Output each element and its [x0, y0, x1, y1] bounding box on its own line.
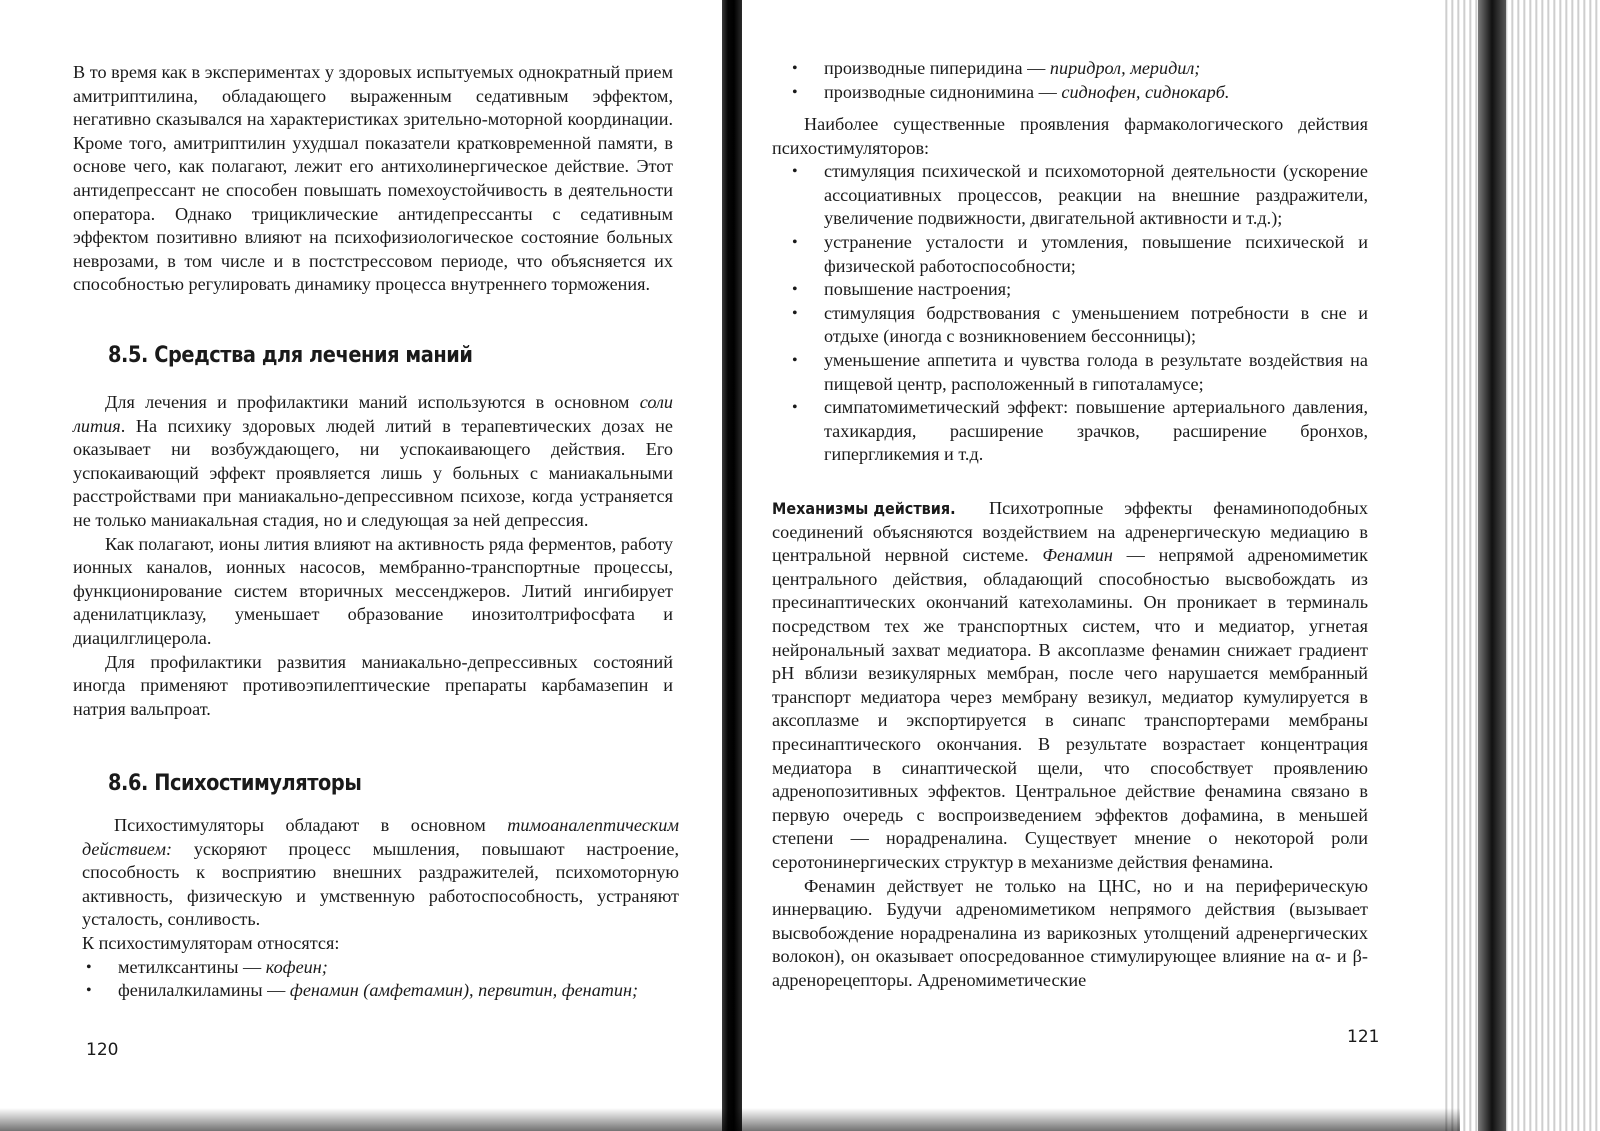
mechanisms-paragraph-2: Фенамин действует не только на ЦНС, но и на периферическую иннервацию. Будучи адреномиметиком непрямого действия (вызывает высвобождение норадреналина из варикозных утолщений адренергических волокон), он оказывает опосредованное стимулирующее влияние на α- и β-адренорецепторы. Адреномиметические: [772, 875, 1368, 990]
thymoanaleptic-term: тимоаналептическим действием:: [82, 815, 679, 859]
list-item: • стимуляция бодрствования с уменьшением потребности в сне и отдыхе (иногда с возникновением бессонницы);: [772, 302, 1368, 349]
sec86-list-intro: К психостимуляторам относятся:: [82, 932, 340, 953]
section-title-8-5: 8.5. Средства для лечения маний: [108, 343, 473, 368]
list-item: • уменьшение аппетита и чувства голода в результате воздействия на пищевой центр, расположенный в гипоталамусе;: [772, 349, 1368, 396]
mechanisms-block: [772, 497, 1368, 992]
stimulant-list-right: [772, 57, 1368, 104]
effects-block: [772, 113, 1368, 467]
mechanisms-paragraph-1: Механизмы действия. Психотропные эффекты фенаминоподобных соединений объясняются воздействием на адренергическую медиацию в центральной нервной системе. Фенамин — непрямой адреномиметик центрального действия, обладающий способностью высвобождать из пресинаптических окончаний катехоламины. Он проникает в терминаль посредством тех же транспортных систем, что и медиатор, угнетая нейрональный захват медиатора. В аксоплазме фенамин снижает градиент pH вблизи везикулярных мембран, после чего нарушается мембранный транспорт медиатора через мембрану везикул, медиатор кумулируется в аксоплазме и экспортируется в синапс транспортерами мембраны пресинаптического окончания. В результате возрастает концентрация медиатора в синаптической щели, что способствует проявлению адренопозитивных эффектов. Центральное действие фенамина связано в первую очередь с воспроизведением эффектов дофамина, в меньшей степени — норадреналина. Существует мнение о некоторой роли серотонинергических структур в механизме действия фенамина.: [772, 498, 1368, 872]
list-item: • производные сиднонимина — сиднофен, сиднокарб.: [772, 81, 1368, 105]
effects-intro: Наиболее существенные проявления фармакологического действия психостимуляторов:: [772, 114, 1368, 158]
sec85-paragraph-1: Для лечения и профилактики маний используются в основном соли лития. На психику здоровых людей литий в терапевтических дозах не оказывает ни возбуждающего, ни успокаивающего действия. Его успокаивающий эффект проявляется лишь у больных с маниакальными расстройствами при маниакально-депрессивном психозе, когда устраняется не только маниакальная стадия, но и следующая за ней депрессия.: [73, 392, 673, 530]
list-item: • симпатомиметический эффект: повышение артериального давления, тахикардия, расширение зрачков, расширение бронхов, гипергликемия и т.д.: [772, 396, 1368, 467]
left-page: [0, 0, 722, 1131]
page-number-right: 121: [1347, 1027, 1380, 1047]
effects-list: [772, 160, 1368, 467]
sec85-paragraph-3: Для профилактики развития маниакально-депрессивных состояний иногда применяют противоэпилептические препараты карбамазепин и натрия вальпроат.: [73, 651, 673, 719]
scan-bottom-shadow: [0, 1108, 1460, 1131]
intro-block: [73, 61, 673, 297]
sec85-paragraph-2: Как полагают, ионы лития влияют на активность ряда ферментов, работу ионных каналов, ионных насосов, мембранно-транспортные процессы, функционирование систем вторичных мессенджеров. Литий ингибирует аденилатциклазу, уменьшает образование инозитолтрифосфата и диацилглицерола.: [73, 533, 673, 648]
section-8-6-body: [82, 814, 679, 1003]
page-edges: [1442, 0, 1600, 1131]
list-item: • повышение настроения;: [772, 278, 1368, 302]
list-item: • метилксантины — кофеин;: [66, 956, 679, 980]
section-title-8-6: 8.6. Психостимуляторы: [108, 771, 362, 796]
lithium-salts-term: соли лития: [73, 392, 673, 436]
book-gutter: [722, 0, 742, 1131]
list-item: • устранение усталости и утомления, повышение психической и физической работоспособности;: [772, 231, 1368, 278]
list-item: • фенилалкиламины — фенамин (амфетамин), первитин, фенатин;: [66, 979, 679, 1003]
intro-paragraph: В то время как в экспериментах у здоровых испытуемых однократный прием амитриптилина, обладающего выраженным седативным эффектом, негативно сказывался на характеристиках зрительно-моторной координации. Кроме того, амитриптилин ухудшал показатели кратковременной памяти, в основе чего, как полагают, лежит его антихолинергическое действие. Этот антидепрессант не способен повышать помехоустойчивость в деятельности оператора. Однако трициклические антидепрессанты с седативным эффектом позитивно влияют на психофизиологическое состояние больных неврозами, в том числе и в постстрессовом периоде, что объясняется их способностью регулировать динамику процесса внутреннего торможения.: [73, 62, 673, 295]
list-item: • стимуляция психической и психомоторной деятельности (ускорение ассоциативных процессов, реакции на внешние раздражители, увеличение подвижности, двигательной активности и т.д.);: [772, 160, 1368, 231]
list-item: • производные пиперидина — пиридрол, меридил;: [772, 57, 1368, 81]
right-page: [742, 0, 1442, 1131]
stimulant-list-left: [66, 956, 679, 1003]
page-number-left: 120: [86, 1040, 119, 1060]
section-8-5-body: [73, 391, 673, 721]
mechanisms-heading: Механизмы действия.: [772, 499, 956, 518]
right-top-block: [772, 57, 1368, 104]
sec86-paragraph-1: Психостимуляторы обладают в основном тимоаналептическим действием: ускоряют процесс мышления, повышают настроение, способность к восприятию внешних раздражителей, психомоторную активность, физическую и умственную работоспособность, устраняют усталость, сонливость.: [82, 815, 679, 930]
page-edge-shadow: [1478, 0, 1506, 1131]
phenamine-term: Фенамин: [1042, 545, 1113, 566]
